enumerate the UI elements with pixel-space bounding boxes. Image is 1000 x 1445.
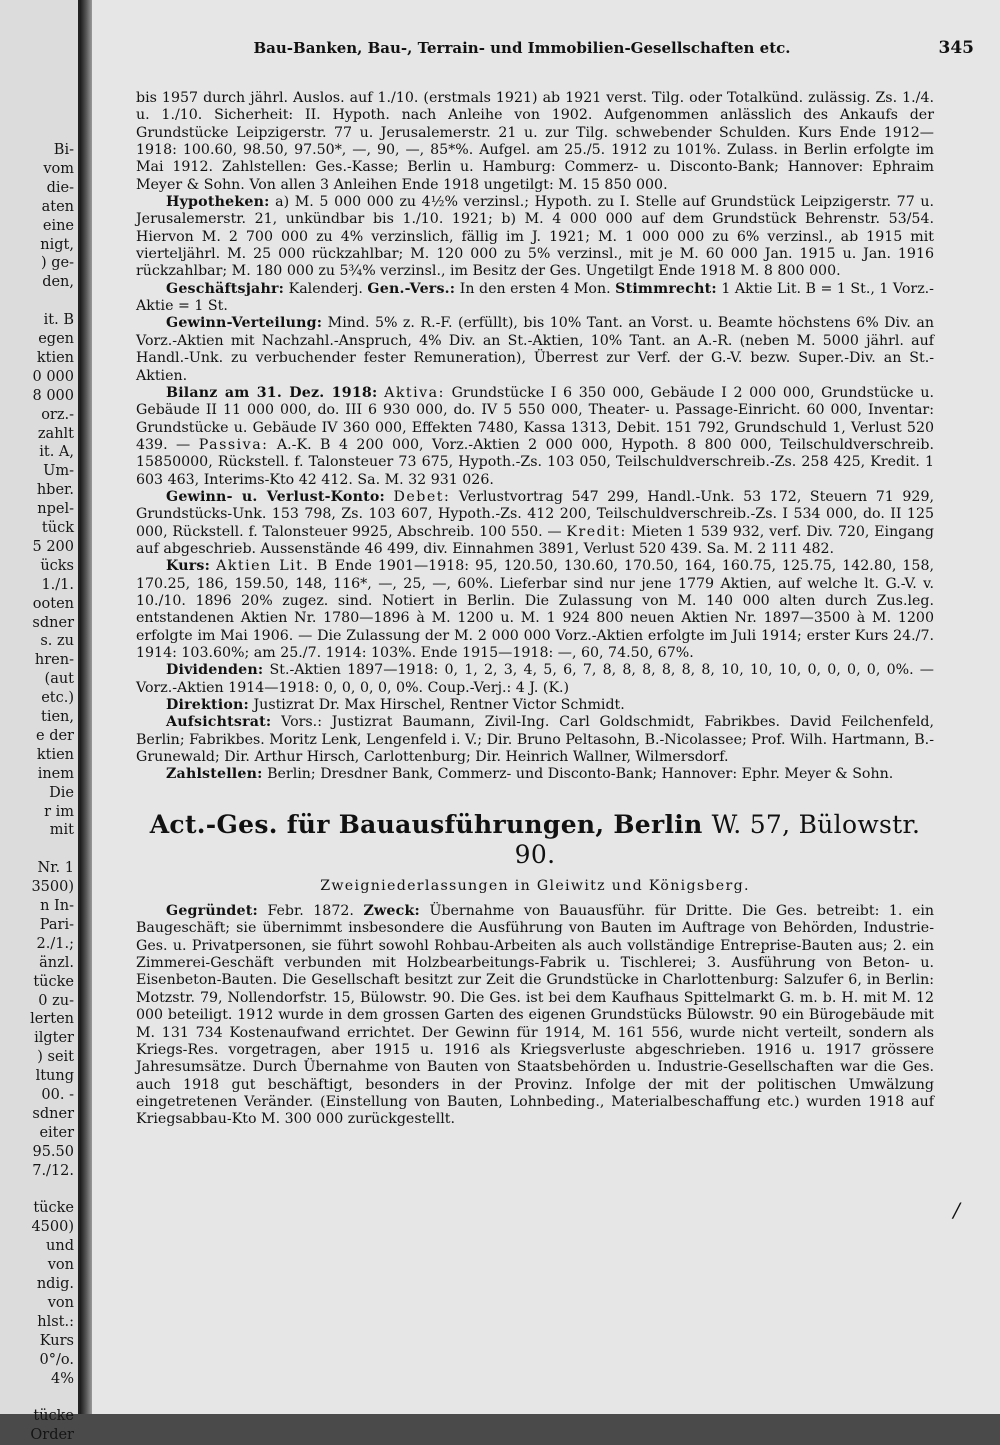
binding-fragment: it. B [43, 312, 74, 329]
binding-fragment: etc.) [41, 690, 74, 707]
page-number: 345 [938, 38, 974, 58]
binding-fragment: 4% [50, 1370, 74, 1387]
running-header: Bau-Banken, Bau-, Terrain- und Immobilien-Gesellschaften etc. [253, 39, 791, 57]
binding-fragment: tücke [33, 1200, 74, 1217]
binding-fragment: änzl. [39, 954, 74, 971]
section-spacer [136, 784, 934, 810]
bond-continuation: bis 1957 durch jährl. Auslos. auf 1./10. (erstmals 1921) ab 1921 verst. Tilg. oder Totalkünd. zulässig. Zs. 1./4. u. 1./10. Sicherheit: II. Hypoth. nach Anleihe von 1902. Aufgenommen anlässlich des Ankaufs der Grundstücke Leipzigerstr. 77 u. Jerusalemerstr. 21 u. zur Tilg. schwebender Schulden. Kurs Ende 1912—1918: 100.60, 98.50, 97.50*, —, 90, —, 85*%. Aufgel. am 25./5. 1912 zu 101%. Zulass. in Berlin erfolgte im Mai 1912. Zahlstellen: Ges.-Kasse; Berlin u. Hamburg: Commerz- u. Disconto-Bank; Hannover: Ephraim Meyer & Sohn. Von allen 3 Anleihen Ende 1918 ungetilgt: M. 15 850 000. [136, 90, 934, 193]
binding-fragment: 0 000 [32, 368, 74, 385]
binding-fragment: n In- [40, 898, 74, 914]
binding-fragment: ndig. [36, 1276, 74, 1292]
binding-fragment: sdner [32, 614, 74, 631]
binding-fragment: ooten [32, 595, 74, 612]
gegruendet-zweck-paragraph: Gegründet: Febr. 1872. Zweck: Übernahme von Bauausführ. für Dritte. Die Ges. betreibt: 1. ein Baugeschäft; sie übernimmt insbesondere die Ausführung von Bauten im Auftrage von Behörden, Industrie-Ges. u. Privatpersonen, sie führt sowohl Rohbau-Arbeiten als auch vollständige Entreprise-Bauten aus; 2. ein Zimmerei-Geschäft verbunden mit Holzbearbeitungs-Fabrik u. Tischlerei; 3. Ausführung von Beton- u. Eisenbeton-Bauten. Die Gesellschaft besitzt zur Zeit die Grundstücke in Charlottenburg: Salzufer 6, in Berlin: Motzstr. 79, Nollendorfstr. 15, Bülowstr. 90. Die Ges. ist bei dem Kaufhaus Spittelmarkt G. m. b. H. mit M. 12 000 beteiligt. 1912 wurde in dem grossen Garten des eigenen Grundstücks Bülowstr. 90 ein Bürogebäude mit M. 131 734 Kostenaufwand errichtet. Der Gewinn für 1914, M. 161 556, wurde nicht verteilt, sondern als Kriegs-Res. vorgetragen, aber 1915 u. 1916 als Kriegsverluste abgeschrieben. 1916 u. 1917 grössere Jahresumsätze. Durch Übernahme von Bauten von Staatsbehörden u. Industrie-Gesellschaften war die Ges. auch 1918 gut beschäftigt, besonders in der Provinz. Infolge der mit der politischen Umwälzung eingetretenen Veränder. (Einstellung von Bauten, Lohnbeding., Materialbeschaffung etc.) wurden 1918 auf Kriegsabbau-Kto M. 300 000 zurückgestellt. [136, 903, 935, 1128]
binding-fragment: ) seit [37, 1049, 74, 1066]
binding-fragment: Order [30, 1427, 74, 1444]
geschaeftsjahr-paragraph: Geschäftsjahr: Kalenderj. Gen.-Vers.: In den ersten 4 Mon. Stimmrecht: 1 Aktie Lit. B = 1 St., 1 Vorz.-Aktie = 1 St. [136, 280, 934, 315]
binding-fragment: von [47, 1257, 74, 1274]
binding-fragment: r im [44, 803, 74, 820]
gewinn-verlust-paragraph: Gewinn- u. Verlust-Konto: Debet: Verlustvortrag 547 299, Handl.-Unk. 53 172, Steuern 71 929, Grundstücks-Unk. 153 798, Zs. 103 607, Hypoth.-Zs. 412 200, Teilschuldverschreib.-Zs. I 534 000, do. II 125 000, Rückstell. f. Talonsteuer 9925, Abschreib. 100 550. — Kredit: Mieten 1 539 932, verf. Div. 720, Eingang auf abgeschrieb. Aussenstände 46 499, div. Einnahmen 3891, Verlust 520 439. Sa. M. 2 111 482. [136, 488, 934, 557]
binding-fragment: mit [49, 822, 74, 839]
binding-fragment: 8 000 [32, 387, 74, 404]
binding-fragment: tücke [33, 973, 74, 990]
company-title: Act.-Ges. für Bauausführungen, Berlin W. 57, Bülowstr. 90. [149, 809, 921, 869]
binding-fragment: ) ge- [40, 255, 74, 272]
dividenden-paragraph: Dividenden: St.-Aktien 1897—1918: 0, 1, 2, 3, 4, 5, 6, 7, 8, 8, 8, 8, 8, 8, 10, 10, 10, 0, 0, 0, 0, 0%. — Vorz.-Aktien 1914—1918: 0, 0, 0, 0, 0%. Coup.-Verj.: 4 J. (K.) [136, 662, 934, 696]
binding-fragment: Um- [43, 463, 74, 480]
binding-fragment: Kurs [39, 1332, 74, 1349]
binding-fragment: eine [42, 217, 74, 234]
binding-fragment: ücks [40, 557, 74, 574]
binding-fragment: und [46, 1238, 74, 1255]
binding-fragment: 1./1. [41, 576, 74, 593]
binding-fragment: lerten [30, 1011, 74, 1028]
binding-fragment: orz.- [41, 406, 74, 423]
binding-fragment: den, [42, 274, 74, 291]
zahlstellen-paragraph: Zahlstellen: Berlin; Dresdner Bank, Commerz- und Disconto-Bank; Hannover: Ephr. Meyer & Sohn. [166, 766, 894, 783]
binding-fragment: hlst.: [37, 1313, 74, 1330]
binding-fragment: ltung [35, 1068, 74, 1085]
binding-fragment: e der [36, 727, 74, 744]
binding-fragment: tien, [41, 709, 74, 725]
bilanz-paragraph: Bilanz am 31. Dez. 1918: Aktiva: Grundstücke I 6 350 000, Gebäude I 2 000 000, Grundstücke u. Gebäude II 11 000 000, do. III 6 930 000, do. IV 5 550 000, Theater- u. Passage-Einricht. 60 000, Inventar: Grundstücke u. Gebäude IV 360 000, Effekten 7480, Kassa 1313, Debit. 151 792, Grundschuld 1, Verlust 520 439. — Passiva: A.-K. B 4 200 000, Vorz.-Aktien 2 000 000, Hypoth. 8 800 000, Teilschuldverschreib. 15850000, Rückstell. f. Talonsteuer 73 675, Hypoth.-Zs. 103 050, Teilschuldverschreib.-Zs. 258 425, Kredit. 1 603 463, Interims-Kto 42 412. Sa. M. 32 931 026. [136, 384, 934, 488]
binding-fragment: (aut [44, 671, 74, 688]
handwritten-margin-mark: / [953, 1198, 960, 1222]
binding-fragment: Nr. 1 [37, 860, 74, 877]
binding-fragment: eiter [39, 1124, 74, 1141]
binding-fragment: s. zu [40, 633, 74, 650]
binding-fragment: von [47, 1294, 74, 1311]
binding-fragment: ktien [36, 746, 74, 763]
binding-fragment: it. A, [39, 444, 74, 461]
binding-fragment: nigt, [40, 236, 74, 253]
binding-fragment: 0 zu- [38, 992, 74, 1009]
binding-fragment: hren- [34, 652, 74, 669]
direktion-paragraph: Direktion: Justizrat Dr. Max Hirschel, Rentner Victor Schmidt. [166, 697, 625, 714]
binding-fragment: Pari- [39, 916, 74, 933]
company-branches: Zweigniederlassungen in Gleiwitz und Königsberg. [320, 877, 750, 894]
binding-fragment: inem [37, 765, 74, 782]
binding-fragment: vom [43, 160, 74, 177]
hypotheken-paragraph: Hypotheken: a) M. 5 000 000 zu 4½% verzinsl.; Hypoth. zu I. Stelle auf Grundstück Leipzigerstr. 77 u. Jerusalemerstr. 21, unkündbar bis 1./10. 1921; b) M. 4 000 000 auf dem Grundstück Behrenstr. 53/54. Hiervon M. 2 700 000 zu 4% verzinslich, fällig im J. 1921; M. 1 000 000 zu 6% verzinsl., ab 1915 mit vierteljährl. M. 25 000 rückzahlbar; M. 120 000 zu 5% verzinsl., mit je M. 60 000 Jan. 1915 u. Jan. 1916 rückzahlbar; M. 180 000 zu 5¾% verzinsl., im Besitz der Ges. Ungetilgt Ende 1918 M. 8 800 000. [136, 194, 934, 280]
binding-fragment: hber. [36, 482, 74, 499]
adjacent-page-fragment [0, 0, 80, 1444]
page [92, 0, 1000, 1414]
binding-fragment: 95.50 [32, 1143, 74, 1160]
binding-fragment: ktien [36, 349, 74, 366]
binding-fragment: npel- [37, 501, 74, 518]
binding-fragment: tücke [33, 1408, 74, 1425]
binding-fragment: 5 200 [32, 538, 74, 555]
binding-fragment: zahlt [37, 425, 74, 442]
binding-fragment: sdner [32, 1105, 74, 1122]
binding-fragment: 4500) [31, 1219, 74, 1236]
binding-fragment: egen [38, 331, 74, 347]
binding-fragment: 3500) [31, 879, 74, 896]
binding-fragment: 0°/o. [39, 1351, 74, 1368]
binding-fragment: Bi- [53, 142, 74, 158]
gewinn-verteilung-paragraph: Gewinn-Verteilung: Mind. 5% z. R.-F. (erfüllt), bis 10% Tant. an Vorst. u. Beamte höchstens 6% Div. an Vorz.-Aktien mit Nachzahl.-Anspruch, 4% Div. an St.-Aktien, 10% Tant. an A.-R. (neben M. 5000 jährl. auf Handl.-Unk. zu verbuchender fester Remuneration), Überrest zur Verf. der G.-V. bezw. Super.-Div. an St.-Aktien. [136, 315, 934, 384]
binding-fragment: 7./12. [32, 1162, 74, 1179]
book-gutter [80, 0, 92, 1414]
binding-fragment: Die [49, 784, 74, 801]
binding-fragment: 2./1.; [36, 935, 74, 952]
aufsichtsrat-paragraph: Aufsichtsrat: Vors.: Justizrat Baumann, Zivil-Ing. Carl Goldschmidt, Fabrikbes. David Feilchenfeld, Berlin; Fabrikbes. Moritz Lenk, Lengenfeld i. V.; Dir. Bruno Peltasohn, B.-Nicolassee; Prof. Wilh. Hartmann, B.-Grunewald; Dir. Arthur Hirsch, Carlottenburg; Dir. Heinrich Wallner, Wilmersdorf. [136, 714, 934, 766]
binding-fragment: 00. - [41, 1087, 74, 1103]
body-text [136, 90, 934, 1129]
binding-fragment: aten [41, 198, 74, 215]
binding-fragment: tück [41, 520, 74, 536]
binding-fragment: ilgter [34, 1030, 74, 1047]
binding-fragment: die- [46, 179, 74, 196]
kurs-paragraph: Kurs: Aktien Lit. B Ende 1901—1918: 95, 120.50, 130.60, 170.50, 164, 160.75, 125.75, 142.80, 158, 170.25, 186, 159.50, 148, 116*, —, 25, —, 60%. Lieferbar sind nur jene 1779 Aktien, auf welche lt. G.-V. v. 10./10. 1896 20% zugez. sind. Notiert in Berlin. Die Zulassung von M. 140 000 alten durch Zus.leg. entstandenen Aktien Nr. 1780—1896 à M. 1200 u. M. 1 924 800 neuen Aktien Nr. 1897—3500 à M. 1200 erfolgte im Mai 1906. — Die Zulassung der M. 2 000 000 Vorz.-Aktien erfolgte im Juli 1914; erster Kurs 24./7. 1914: 103.60%; am 25./7. 1914: 103%. Ende 1915—1918: —, 60, 74.50, 67%. [136, 558, 934, 661]
